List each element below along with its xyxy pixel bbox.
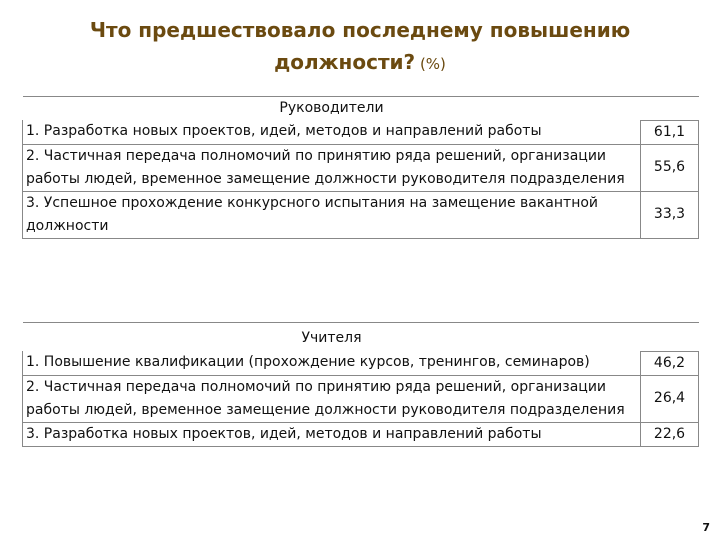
title-unit: (%) — [415, 55, 446, 73]
title-line-2 — [0, 46, 720, 80]
teachers-header-row — [23, 323, 699, 352]
title-question: должности? — [274, 50, 416, 74]
managers-table — [22, 96, 699, 239]
page-number: 7 — [702, 521, 710, 534]
slide-title — [0, 14, 720, 80]
row-value: 55,6 — [641, 144, 699, 191]
table-row — [23, 144, 699, 191]
row-text: 3. Разработка новых проектов, идей, методов и направлений работы — [23, 422, 641, 446]
row-text: 2. Частичная передача полномочий по принятию ряда решений, организации работы людей, временное замещение должности руководителя подразделения — [23, 144, 641, 191]
title-line-1: Что предшествовало последнему повышению — [89, 18, 631, 42]
row-value: 26,4 — [641, 375, 699, 422]
row-text: 2. Частичная передача полномочий по принятию ряда решений, организации работы людей, временное замещение должности руководителя подразделения — [23, 375, 641, 422]
teachers-table — [22, 322, 699, 447]
row-text: 1. Разработка новых проектов, идей, методов и направлений работы — [23, 120, 641, 144]
managers-header-row — [23, 97, 699, 121]
teachers-header: Учителя — [23, 323, 641, 352]
row-value: 61,1 — [641, 120, 699, 144]
row-text: 1. Повышение квалификации (прохождение курсов, тренингов, семинаров) — [23, 351, 641, 375]
row-value: 33,3 — [641, 191, 699, 238]
table-row — [23, 191, 699, 238]
row-value: 22,6 — [641, 422, 699, 446]
row-text: 3. Успешное прохождение конкурсного испытания на замещение вакантной должности — [23, 191, 641, 238]
table-row — [23, 120, 699, 144]
row-value: 46,2 — [641, 351, 699, 375]
table-row — [23, 422, 699, 446]
managers-header: Руководители — [23, 97, 641, 121]
table-row — [23, 375, 699, 422]
table-row — [23, 351, 699, 375]
